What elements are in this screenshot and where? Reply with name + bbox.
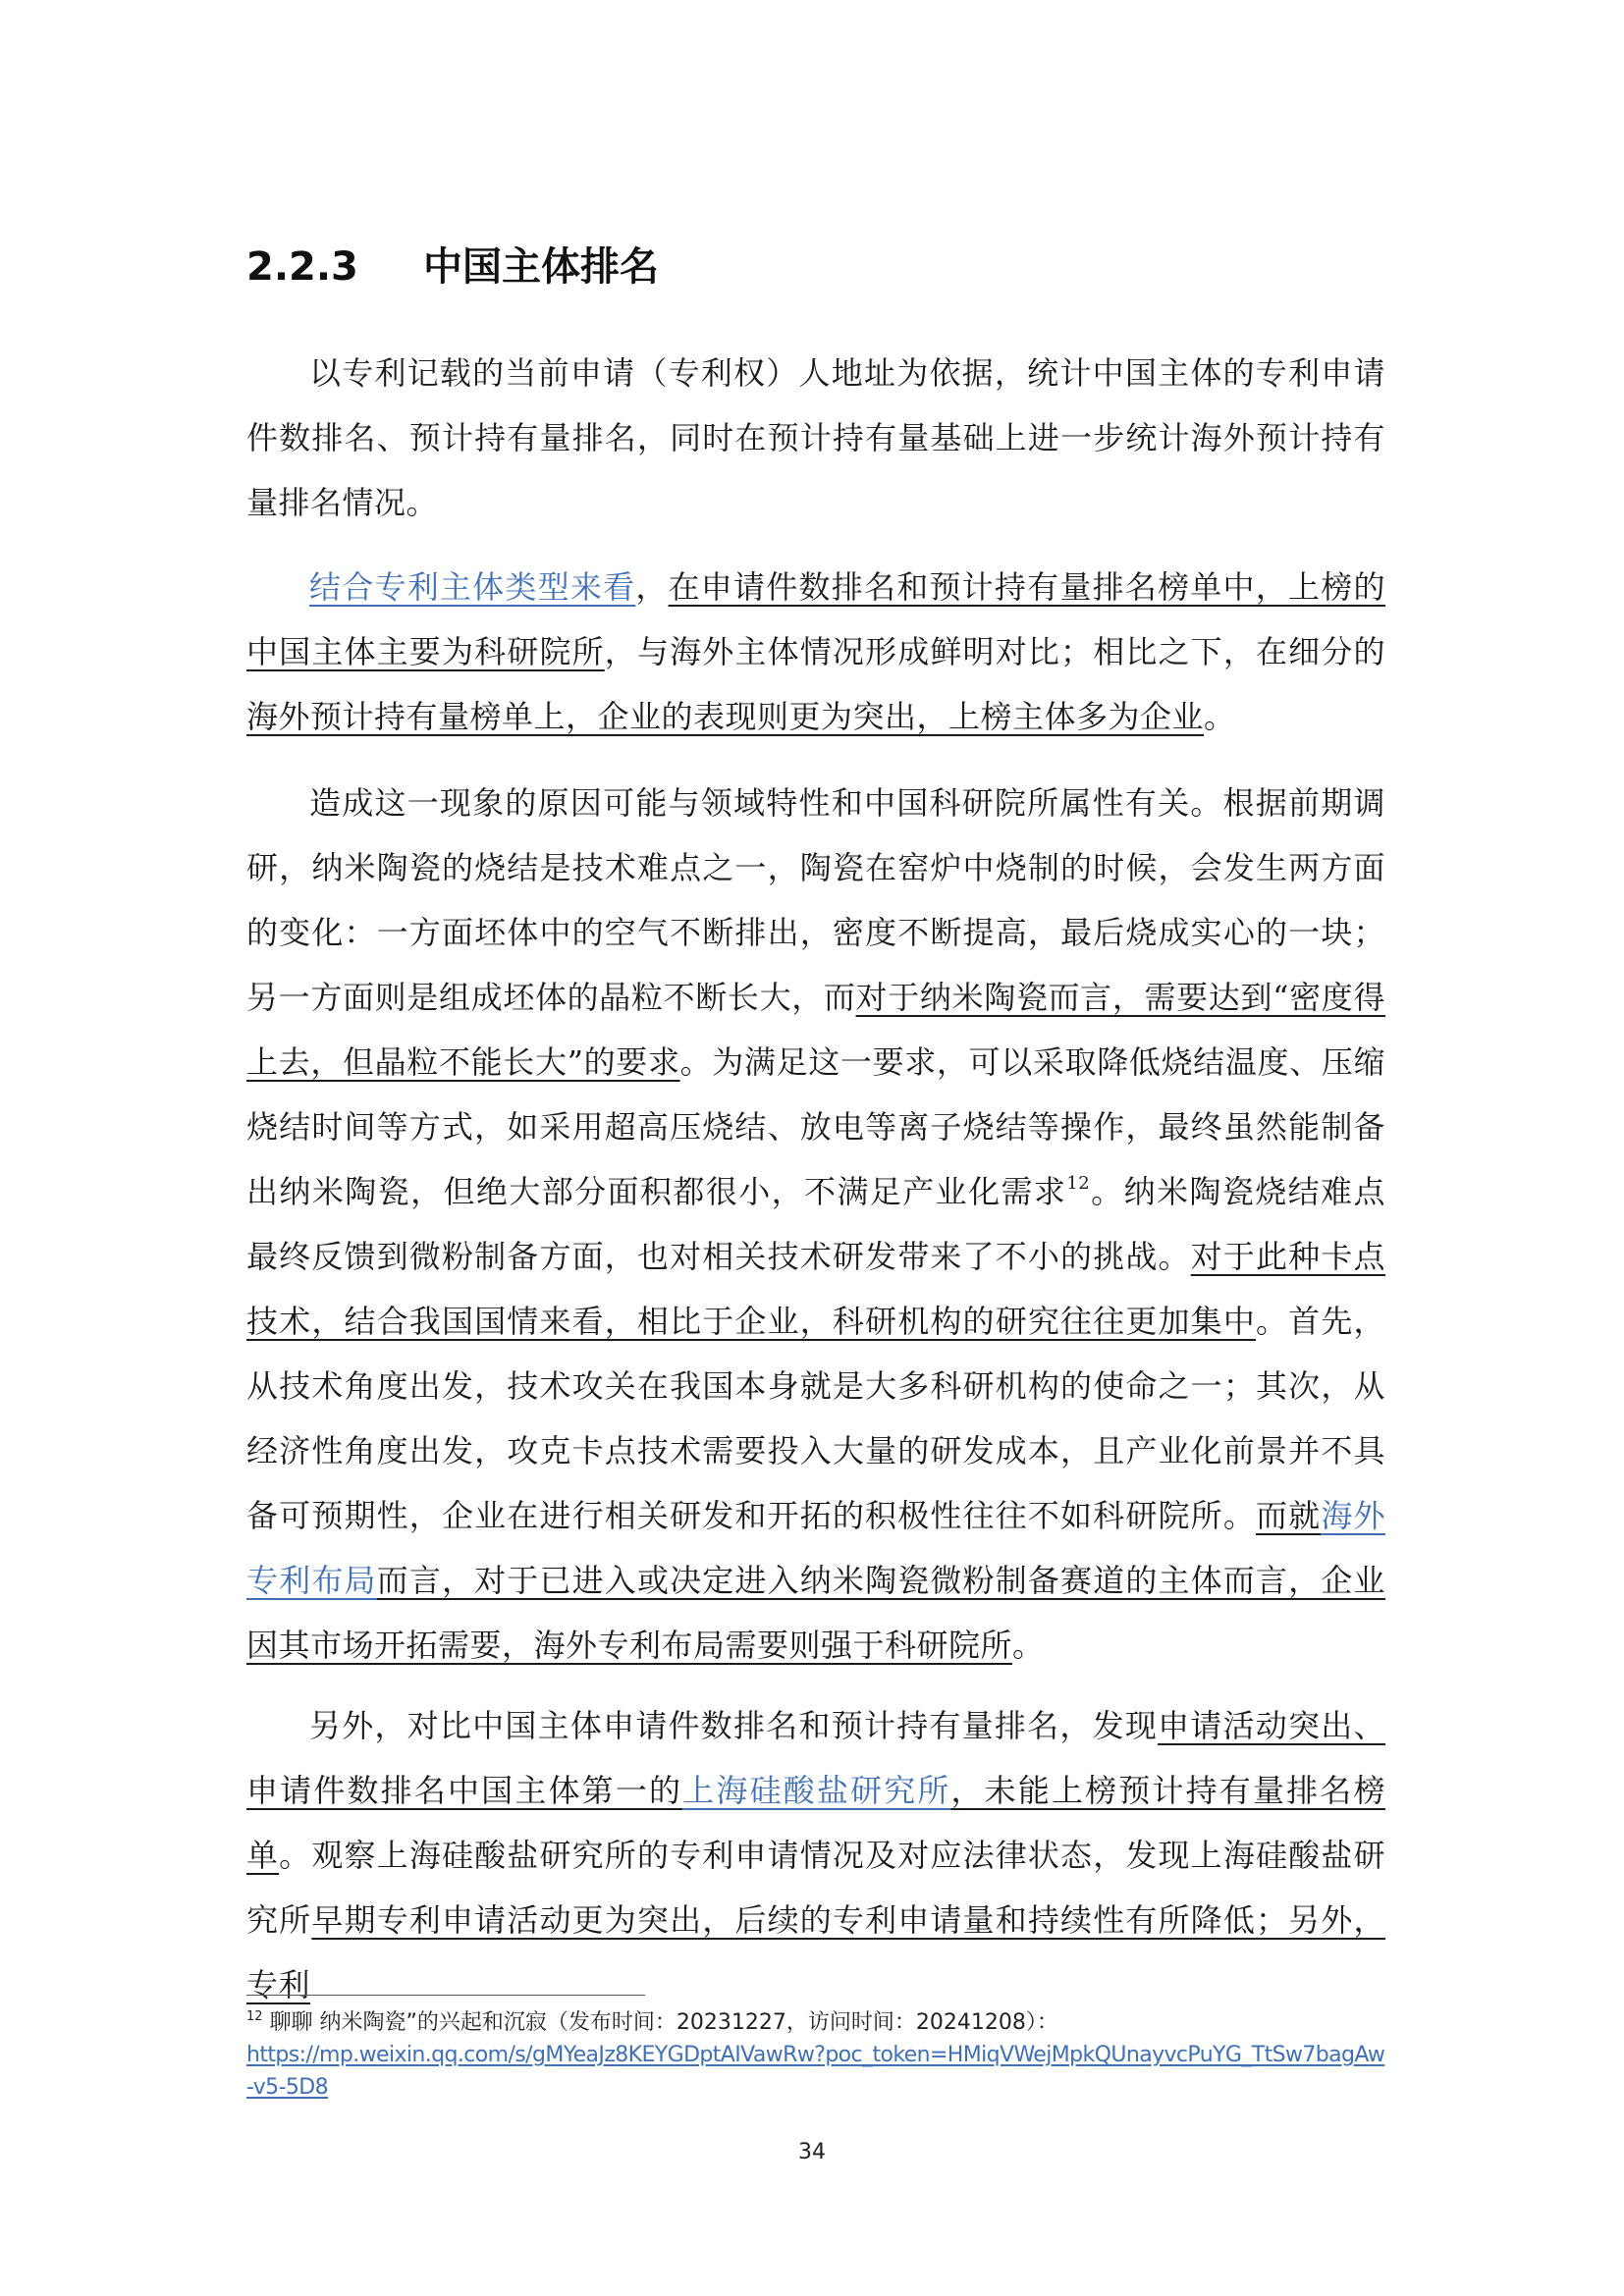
section-title: 中国主体排名 xyxy=(423,244,659,290)
highlight-phrase: 上海硅酸盐研究所 xyxy=(682,1772,951,1809)
footnote-text: 聊聊 纳米陶瓷”的兴起和沉寂（发布时间：20231227，访问时间：20241208）： xyxy=(262,2010,1058,2035)
paragraph-text: 。为满足这一要求，可以采取降低烧结温度、压缩烧结时间等方式，如采用超高压烧结、放电等离子烧结等操作，最终虽然能制备出纳米陶瓷，但绝大部分面积都很小，不满足产业化需求 xyxy=(246,1043,1385,1210)
underlined-phrase: 而言，对于已进入或决定进入纳米陶瓷微粉制备赛道的主体而言，企业因其市场开拓需要，海外专利布局需要则强于科研院所 xyxy=(246,1562,1385,1664)
page-number: 34 xyxy=(798,2140,826,2164)
footnote-number: 12 xyxy=(246,2009,263,2024)
underlined-phrase: 早期专利申请活动更为突出，后续的专利申请量和持续性有所降低；另外，专利 xyxy=(246,1901,1385,2003)
paragraph-reasons xyxy=(246,771,1385,1678)
paragraph-text: 。 xyxy=(1012,1627,1045,1664)
paragraph-text: 。纳米陶瓷烧结难点最终反馈到微粉制备方面，也对相关技术研发带来了不小的挑战。 xyxy=(246,1173,1385,1275)
underlined-phrase: 对于此种卡点技术，结合我国国情来看，相比于企业，科研机构的研究往往更加集中 xyxy=(246,1238,1385,1340)
paragraph-text: 。首先，从技术角度出发，技术攻关在我国本身就是大多科研机构的使命之一；其次，从经济性角度出发，攻克卡点技术需要投入大量的研发成本，且产业化前景并不具备可预期性，企业在进行相关研发和开拓的积极性往往不如科研院所。 xyxy=(246,1303,1385,1534)
underlined-phrase: 海外预计持有量榜单上，企业的表现则更为突出，上榜主体多为企业 xyxy=(246,698,1205,735)
paragraph-text: ，与海外主体情况形成鲜明对比；相比之下，在细分的 xyxy=(604,633,1385,670)
section-number: 2.2.3 xyxy=(246,244,358,290)
underlined-phrase: 申请活动突出、申请件数排名中国主体第一的 xyxy=(246,1707,1385,1809)
highlight-phrase: 海外专利布局 xyxy=(246,1497,1385,1599)
footnote-reference[interactable]: 12 xyxy=(1066,1173,1091,1194)
paragraph-subject-type xyxy=(246,555,1385,749)
underlined-phrase: 而就 xyxy=(1255,1497,1322,1534)
paragraph-intro xyxy=(246,341,1385,535)
section-heading xyxy=(246,236,659,292)
underlined-phrase: 在申请件数排名和预计持有量排名榜单中，上榜的中国主体主要为科研院所 xyxy=(246,568,1385,670)
underlined-phrase: 对于纳米陶瓷而言，需要达到“密度得上去，但晶粒不能长大”的要求 xyxy=(246,979,1385,1081)
paragraph-text: 。观察上海硅酸盐研究所的专利申请情况及对应法律状态，发现上海硅酸盐研究所 xyxy=(246,1837,1385,1939)
underlined-phrase: ，未能上榜预计持有量排名榜单 xyxy=(246,1772,1385,1874)
footnote xyxy=(246,2006,1385,2104)
paragraph-text: ， xyxy=(635,568,669,606)
footnote-link[interactable]: https://mp.weixin.qq.com/s/gMYeaJz8KEYGDptAIVawRw?poc_token=HMiqVWejMpkQUnayvcPuYG_TtSw7bagAw-v5-5D8 xyxy=(246,2043,1385,2100)
paragraph-text: 造成这一现象的原因可能与领域特性和中国科研院所属性有关。根据前期调研，纳米陶瓷的烧结是技术难点之一，陶瓷在窑炉中烧制的时候，会发生两方面的变化：一方面坯体中的空气不断排出，密度不断提高，最后烧成实心的一块；另一方面则是组成坯体的晶粒不断长大，而 xyxy=(246,784,1385,1016)
paragraph-comparison xyxy=(246,1693,1385,2017)
paragraph-text: 另外，对比中国主体申请件数排名和预计持有量排名，发现 xyxy=(309,1707,1159,1744)
paragraph-text: 。 xyxy=(1204,698,1236,735)
footnote-divider xyxy=(246,1995,645,1996)
paragraph-text: 以专利记载的当前申请（专利权）人地址为依据，统计中国主体的专利申请件数排名、预计持有量排名，同时在预计持有量基础上进一步统计海外预计持有量排名情况。 xyxy=(246,354,1385,521)
highlight-phrase: 结合专利主体类型来看 xyxy=(309,568,636,606)
